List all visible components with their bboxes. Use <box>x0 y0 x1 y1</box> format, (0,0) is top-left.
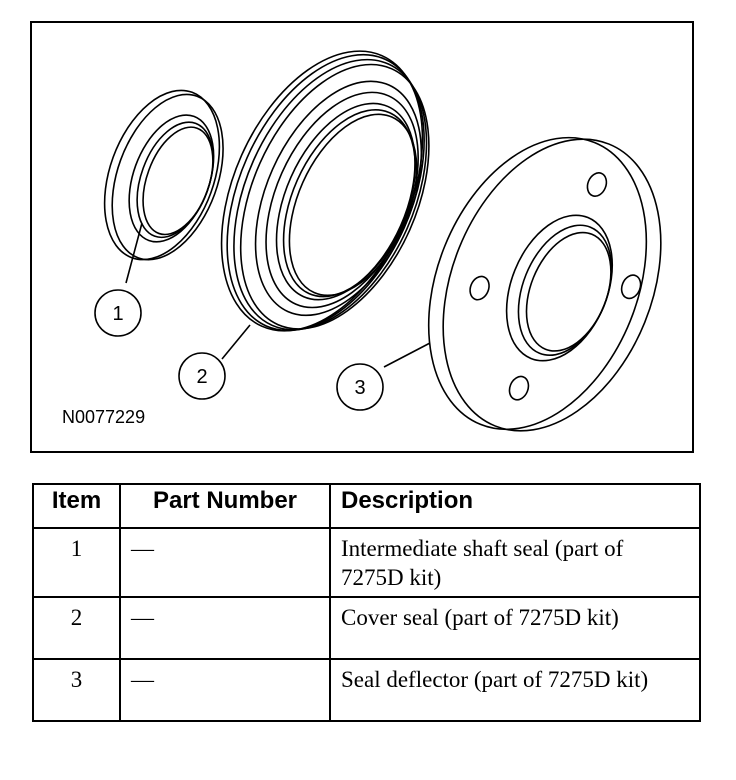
cover-seal-drawing <box>181 23 469 365</box>
table-row <box>33 597 700 659</box>
illustration-frame <box>30 21 694 453</box>
row-part-number: — <box>120 528 330 597</box>
row-item: 2 <box>33 597 120 659</box>
parts-table <box>32 483 701 722</box>
table-row <box>33 659 700 721</box>
seal-deflector-drawing <box>388 101 692 451</box>
header-item: Item <box>33 484 120 528</box>
row-item: 3 <box>33 659 120 721</box>
callout-label-3: 3 <box>354 377 366 399</box>
seal-illustration <box>32 23 692 451</box>
leader-line-2 <box>222 325 250 359</box>
row-description: Cover seal (part of 7275D kit) <box>330 597 700 659</box>
row-item: 1 <box>33 528 120 597</box>
row-part-number: — <box>120 597 330 659</box>
intermediate-shaft-seal-drawing <box>83 75 245 277</box>
row-part-number: — <box>120 659 330 721</box>
figure-id: N0077229 <box>62 407 146 427</box>
callout-label-1: 1 <box>112 303 124 325</box>
callout-label-2: 2 <box>196 366 208 388</box>
header-part-number: Part Number <box>120 484 330 528</box>
row-description: Seal deflector (part of 7275D kit) <box>330 659 700 721</box>
header-description: Description <box>330 484 700 528</box>
table-row <box>33 528 700 597</box>
table-header-row <box>33 484 700 528</box>
leader-line-3 <box>384 343 430 367</box>
row-description: Intermediate shaft seal (part of 7275D kit) <box>330 528 700 597</box>
